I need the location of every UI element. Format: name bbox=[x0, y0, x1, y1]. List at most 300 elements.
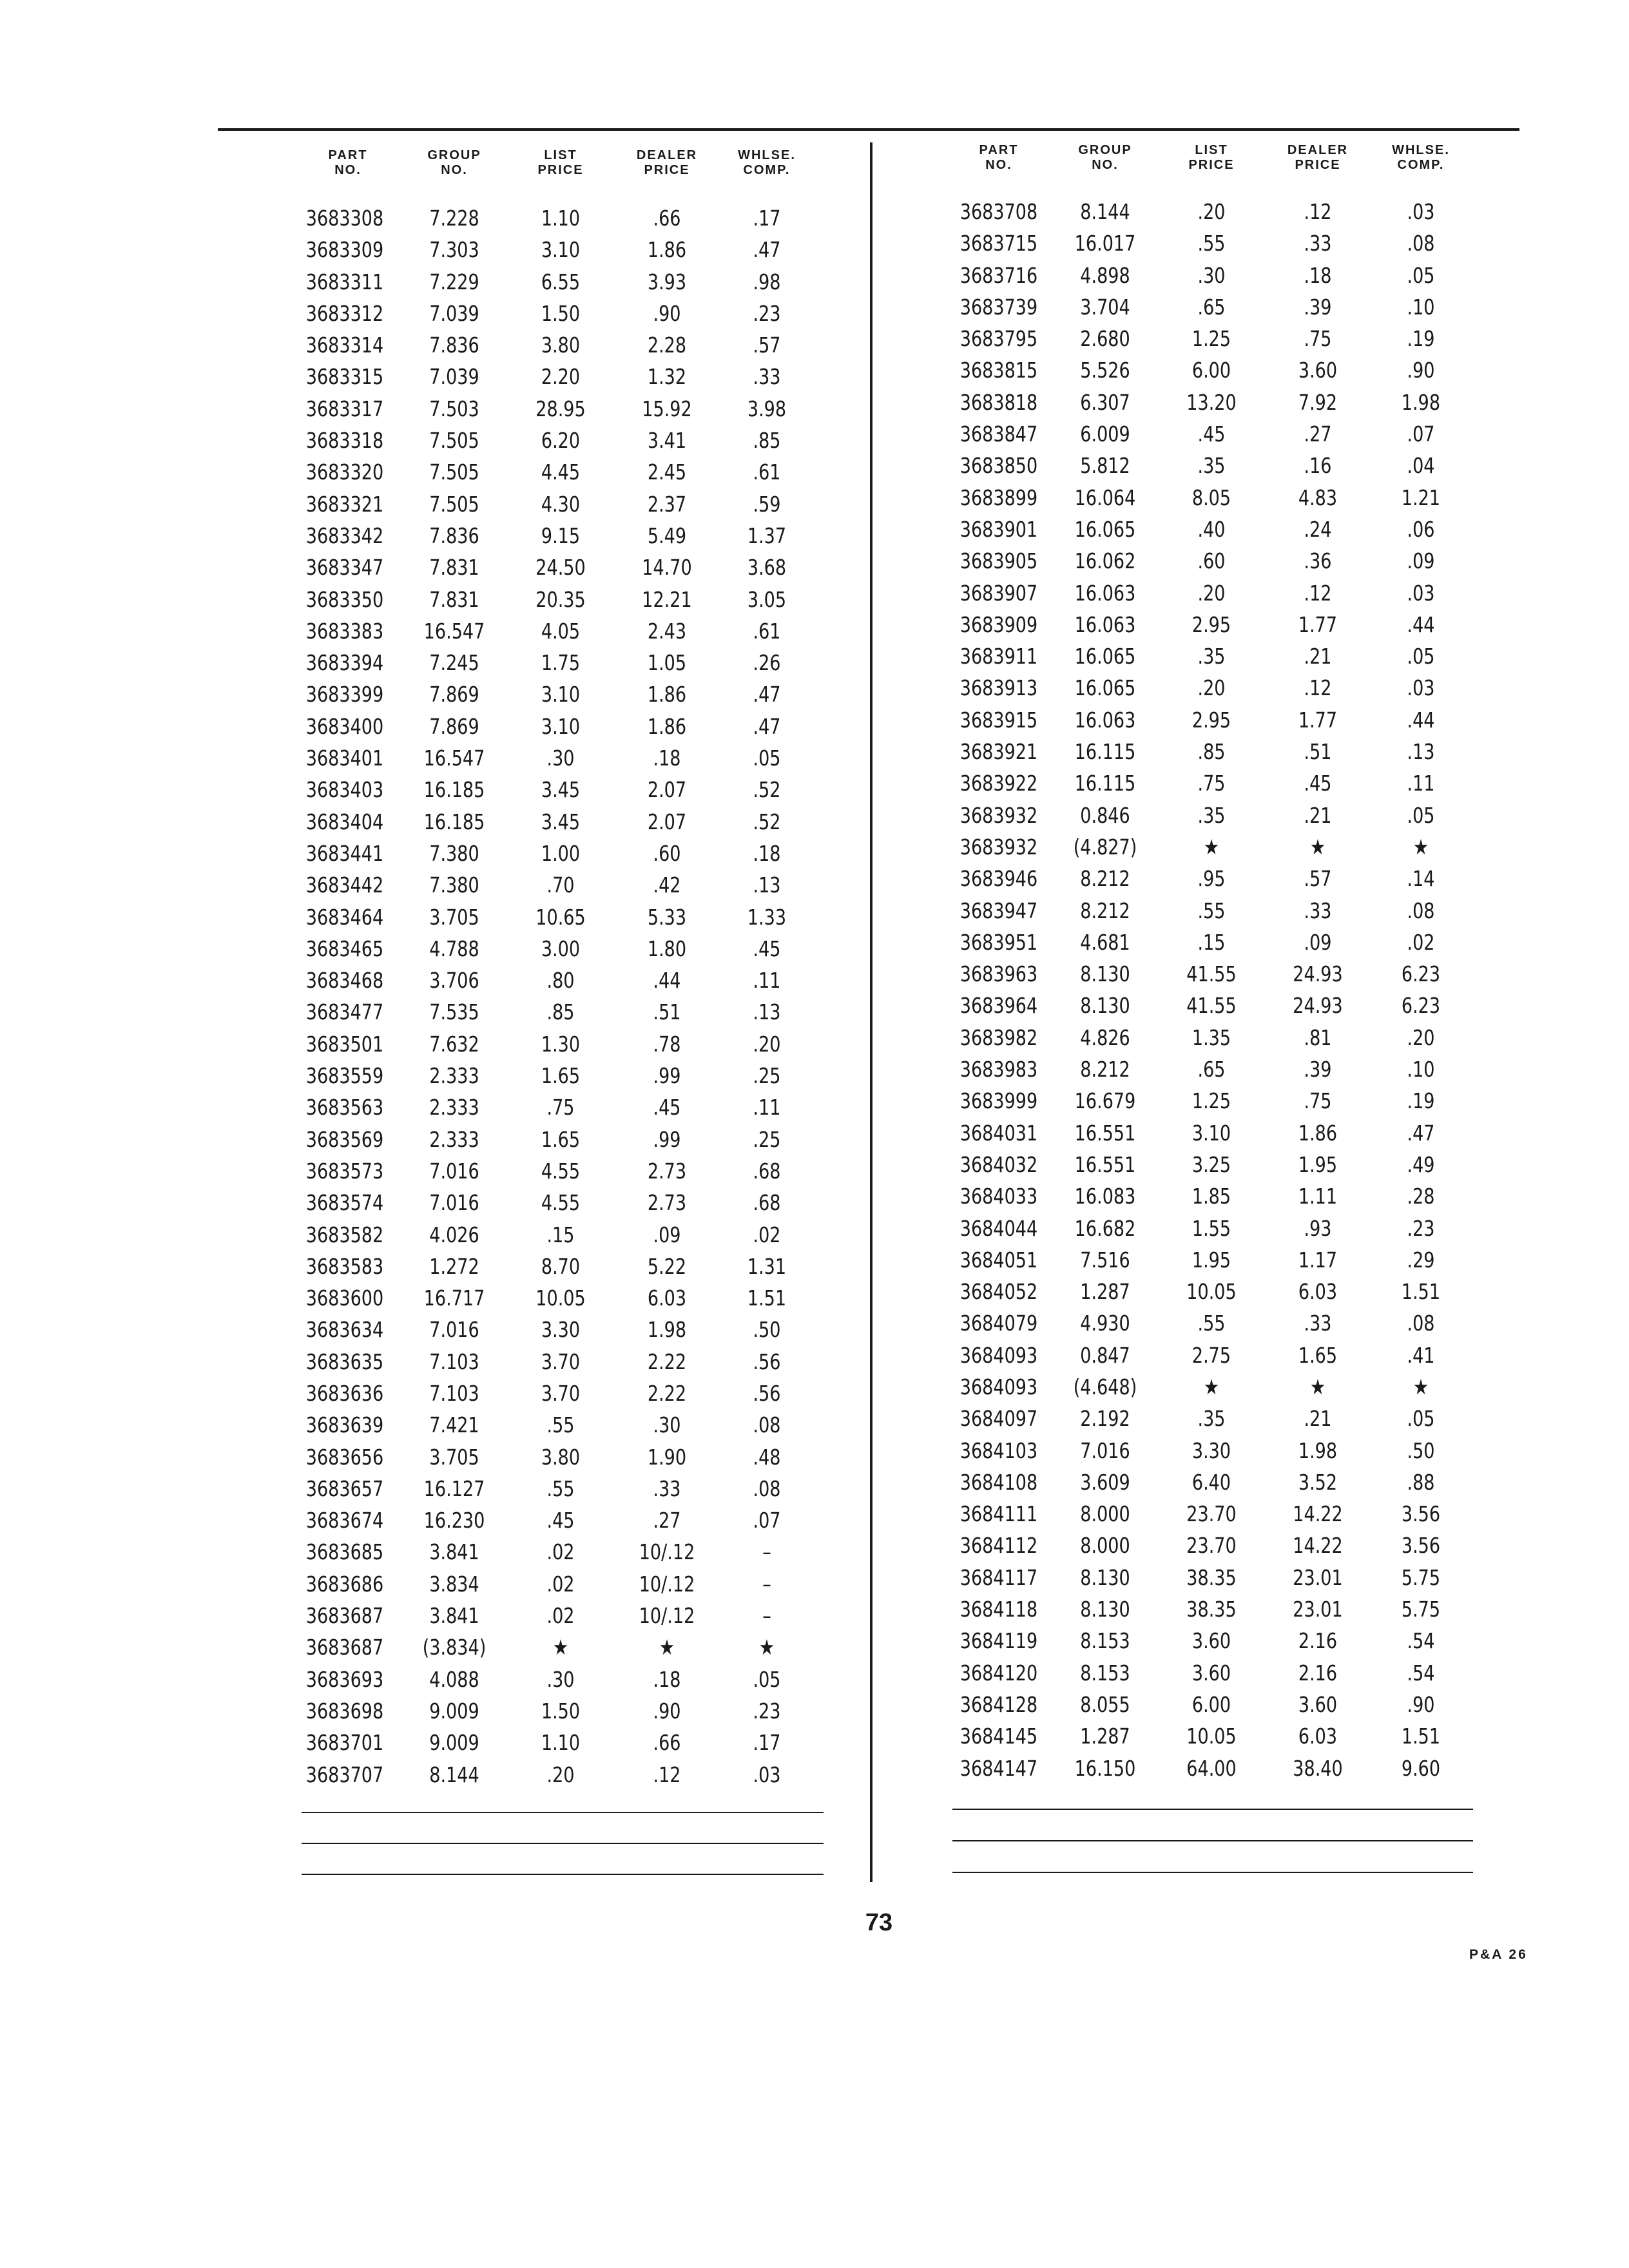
list-price-cell: .60 bbox=[1197, 548, 1226, 574]
table-row bbox=[934, 863, 1476, 894]
table-row bbox=[284, 1568, 831, 1600]
dealer-price-cell: 2.07 bbox=[647, 777, 687, 803]
whlse-comp-cell: .05 bbox=[1407, 802, 1435, 828]
group-no-cell: 7.869 bbox=[429, 682, 479, 707]
dealer-price-cell: 1.86 bbox=[647, 713, 687, 739]
table-row bbox=[284, 1282, 831, 1314]
group-no-cell: 8.153 bbox=[1080, 1628, 1130, 1654]
whlse-comp-cell: 1.31 bbox=[747, 1253, 787, 1279]
dealer-price-cell: ★ bbox=[1309, 834, 1326, 860]
part-no-cell: 3684093 bbox=[959, 1342, 1038, 1368]
table-row bbox=[284, 774, 831, 805]
list-price-cell: .20 bbox=[546, 1762, 575, 1787]
list-price-cell: .55 bbox=[1197, 231, 1226, 256]
dealer-price-cell: 3.41 bbox=[647, 428, 687, 454]
dealer-price-cell: 2.73 bbox=[647, 1158, 687, 1184]
table-row bbox=[934, 1403, 1476, 1434]
table-row bbox=[284, 552, 831, 583]
table-row bbox=[934, 1340, 1476, 1371]
table-row bbox=[934, 1244, 1476, 1276]
list-price-cell: .35 bbox=[1197, 1406, 1226, 1432]
whlse-comp-cell: .08 bbox=[1407, 1311, 1435, 1336]
group-no-cell: 8.130 bbox=[1080, 961, 1130, 987]
dealer-price-cell: 15.92 bbox=[642, 396, 692, 421]
group-no-cell: 4.826 bbox=[1080, 1024, 1130, 1050]
part-no-cell: 3683905 bbox=[959, 548, 1038, 574]
whlse-comp-cell: .13 bbox=[753, 872, 781, 898]
part-no-cell: 3683911 bbox=[959, 644, 1038, 669]
whlse-comp-cell: .23 bbox=[1407, 1215, 1435, 1241]
whlse-comp-cell: .05 bbox=[1407, 262, 1435, 288]
part-no-cell: 3683687 bbox=[305, 1603, 384, 1629]
list-price-cell: 3.25 bbox=[1191, 1151, 1231, 1177]
table-row bbox=[284, 234, 831, 265]
whlse-comp-cell: .25 bbox=[753, 1126, 781, 1152]
dealer-price-cell: .81 bbox=[1304, 1024, 1332, 1050]
whlse-comp-cell: .10 bbox=[1407, 294, 1435, 320]
whlse-comp-cell: .52 bbox=[753, 777, 781, 803]
dealer-price-cell: .66 bbox=[653, 206, 681, 231]
group-no-cell: 8.212 bbox=[1080, 866, 1130, 892]
list-price-cell: 1.95 bbox=[1191, 1247, 1231, 1273]
whlse-comp-cell: .08 bbox=[1407, 898, 1435, 923]
whlse-comp-cell: .50 bbox=[1407, 1437, 1435, 1463]
part-no-cell: 3683321 bbox=[305, 491, 384, 517]
part-no-cell: 3683818 bbox=[959, 389, 1038, 415]
whlse-comp-cell: .11 bbox=[1407, 771, 1435, 796]
list-price-cell: .85 bbox=[546, 999, 575, 1025]
part-no-cell: 3684033 bbox=[959, 1184, 1038, 1209]
part-no-cell: 3683573 bbox=[305, 1158, 384, 1184]
whlse-comp-cell: .90 bbox=[1407, 1691, 1435, 1717]
dealer-price-cell: .27 bbox=[653, 1508, 681, 1533]
group-no-cell: 8.130 bbox=[1080, 1597, 1130, 1622]
table-row bbox=[934, 1307, 1476, 1339]
whlse-comp-cell: .44 bbox=[1407, 707, 1435, 733]
table-row bbox=[284, 742, 831, 774]
list-price-cell: .02 bbox=[546, 1571, 575, 1597]
whlse-comp-cell: .03 bbox=[1407, 580, 1435, 606]
list-price-cell: 6.00 bbox=[1191, 358, 1231, 383]
list-price-cell: .75 bbox=[546, 1095, 575, 1120]
group-no-cell: 16.063 bbox=[1074, 707, 1136, 733]
whlse-comp-cell: – bbox=[762, 1539, 771, 1565]
dealer-price-cell: 14.22 bbox=[1293, 1501, 1343, 1527]
dealer-price-cell: 3.60 bbox=[1298, 1691, 1338, 1717]
part-no-cell: 3683715 bbox=[959, 231, 1038, 256]
part-no-cell: 3683915 bbox=[959, 707, 1038, 733]
dealer-price-cell: 1.86 bbox=[647, 237, 687, 263]
list-price-cell: 3.10 bbox=[541, 237, 581, 263]
group-no-cell: 16.065 bbox=[1074, 516, 1136, 542]
part-no-cell: 3683634 bbox=[305, 1317, 384, 1343]
whlse-comp-cell: 3.56 bbox=[1401, 1533, 1441, 1559]
dealer-price-cell: 6.03 bbox=[1298, 1724, 1338, 1749]
part-no-cell: 3683922 bbox=[959, 771, 1038, 796]
table-row bbox=[284, 869, 831, 901]
dealer-price-cell: 24.93 bbox=[1293, 961, 1343, 987]
whlse-comp-cell: .57 bbox=[753, 332, 781, 358]
group-no-cell: 3.705 bbox=[429, 1444, 479, 1470]
table-row bbox=[934, 514, 1476, 545]
part-no-cell: 3683600 bbox=[305, 1285, 384, 1311]
list-price-cell: 23.70 bbox=[1186, 1501, 1237, 1527]
table-row bbox=[284, 1600, 831, 1631]
dealer-price-cell: 1.11 bbox=[1298, 1184, 1338, 1209]
group-no-cell: 16.230 bbox=[423, 1508, 485, 1533]
whlse-comp-cell: .13 bbox=[1407, 739, 1435, 765]
group-no-cell: 16.679 bbox=[1074, 1088, 1136, 1114]
whlse-comp-cell: .56 bbox=[753, 1380, 781, 1406]
part-no-cell: 3683441 bbox=[305, 840, 384, 866]
whlse-comp-cell: .61 bbox=[753, 618, 781, 644]
right-price-table bbox=[934, 143, 1476, 1784]
part-no-cell: 3684097 bbox=[959, 1406, 1038, 1432]
header-part-no: PART NO. bbox=[328, 148, 368, 177]
list-price-cell: 6.00 bbox=[1191, 1691, 1231, 1717]
list-price-cell: 8.70 bbox=[541, 1253, 581, 1279]
group-no-cell: 8.144 bbox=[1080, 199, 1130, 224]
group-no-cell: 2.192 bbox=[1080, 1406, 1130, 1432]
part-no-cell: 3683913 bbox=[959, 675, 1038, 701]
group-no-cell: 8.000 bbox=[1080, 1501, 1130, 1527]
header-dealer-price: DEALER PRICE bbox=[1287, 143, 1349, 172]
list-price-cell: 2.75 bbox=[1191, 1342, 1231, 1368]
whlse-comp-cell: .11 bbox=[753, 1095, 781, 1120]
table-row bbox=[934, 1530, 1476, 1561]
part-no-cell: 3683311 bbox=[305, 269, 384, 294]
header-group-no: GROUP NO. bbox=[1078, 143, 1132, 172]
list-price-cell: 64.00 bbox=[1186, 1755, 1237, 1781]
dealer-price-cell: .90 bbox=[653, 300, 681, 326]
whlse-comp-cell: .03 bbox=[1407, 199, 1435, 224]
list-price-cell: 1.85 bbox=[1191, 1184, 1231, 1209]
whlse-comp-cell: .47 bbox=[753, 682, 781, 707]
table-row bbox=[934, 990, 1476, 1021]
dealer-price-cell: 7.92 bbox=[1298, 389, 1338, 415]
table-row bbox=[284, 520, 831, 552]
group-no-cell: 16.063 bbox=[1074, 580, 1136, 606]
group-no-cell: 16.062 bbox=[1074, 548, 1136, 574]
list-price-cell: 3.45 bbox=[541, 809, 581, 834]
list-price-cell: .65 bbox=[1197, 1057, 1226, 1082]
list-price-cell: .95 bbox=[1197, 866, 1226, 892]
part-no-cell: 3683342 bbox=[305, 523, 384, 548]
table-row bbox=[934, 545, 1476, 577]
dealer-price-cell: .12 bbox=[1304, 199, 1332, 224]
part-no-cell: 3684128 bbox=[959, 1691, 1038, 1717]
table-row bbox=[284, 1759, 831, 1791]
blank-entry-line bbox=[952, 1872, 1473, 1873]
group-no-cell: 7.039 bbox=[429, 300, 479, 326]
dealer-price-cell: .21 bbox=[1304, 1406, 1332, 1432]
dealer-price-cell: ★ bbox=[659, 1635, 675, 1660]
list-price-cell: .45 bbox=[1197, 421, 1226, 447]
part-no-cell: 3683477 bbox=[305, 999, 384, 1025]
part-no-cell: 3684111 bbox=[959, 1501, 1038, 1527]
dealer-price-cell: .12 bbox=[653, 1762, 681, 1787]
table-row bbox=[934, 958, 1476, 990]
list-price-cell: 6.40 bbox=[1191, 1469, 1231, 1495]
table-row bbox=[284, 933, 831, 965]
whlse-comp-cell: 1.51 bbox=[747, 1285, 787, 1311]
table-row bbox=[934, 387, 1476, 418]
dealer-price-cell: .27 bbox=[1304, 421, 1332, 447]
group-no-cell: 8.212 bbox=[1080, 1057, 1130, 1082]
table-row bbox=[934, 927, 1476, 958]
group-no-cell: 3.841 bbox=[429, 1603, 479, 1629]
group-no-cell: 2.680 bbox=[1080, 326, 1130, 352]
whlse-comp-cell: .47 bbox=[1407, 1120, 1435, 1146]
part-no-cell: 3683687 bbox=[305, 1635, 384, 1660]
dealer-price-cell: .99 bbox=[653, 1063, 681, 1089]
dealer-price-cell: 1.98 bbox=[647, 1317, 687, 1343]
part-no-cell: 3683501 bbox=[305, 1031, 384, 1057]
list-price-cell: 41.55 bbox=[1186, 993, 1237, 1019]
dealer-price-cell: 2.22 bbox=[647, 1349, 687, 1374]
group-no-cell: 3.706 bbox=[429, 968, 479, 994]
part-no-cell: 3684119 bbox=[959, 1628, 1038, 1654]
blank-entry-line bbox=[952, 1840, 1473, 1841]
dealer-price-cell: .51 bbox=[1304, 739, 1332, 765]
dealer-price-cell: 1.17 bbox=[1298, 1247, 1338, 1273]
whlse-comp-cell: .08 bbox=[753, 1412, 781, 1438]
whlse-comp-cell: .04 bbox=[1407, 453, 1435, 479]
table-row bbox=[934, 1213, 1476, 1244]
dealer-price-cell: .39 bbox=[1304, 1057, 1332, 1082]
table-row bbox=[284, 456, 831, 488]
table-row bbox=[284, 1378, 831, 1409]
group-no-cell: 3.704 bbox=[1080, 294, 1130, 320]
list-price-cell: 2.95 bbox=[1191, 707, 1231, 733]
group-no-cell: 1.287 bbox=[1080, 1279, 1130, 1305]
group-no-cell: 2.333 bbox=[429, 1126, 479, 1152]
whlse-comp-cell: 3.05 bbox=[747, 586, 787, 612]
table-row bbox=[934, 1657, 1476, 1689]
group-no-cell: 16.064 bbox=[1074, 485, 1136, 510]
list-price-cell: .40 bbox=[1197, 516, 1226, 542]
dealer-price-cell: 23.01 bbox=[1293, 1564, 1343, 1590]
dealer-price-cell: .18 bbox=[1304, 262, 1332, 288]
dealer-price-cell: .09 bbox=[653, 1222, 681, 1247]
dealer-price-cell: 2.45 bbox=[647, 459, 687, 485]
list-price-cell: 28.95 bbox=[535, 396, 586, 421]
table-row bbox=[284, 266, 831, 298]
group-no-cell: 8.130 bbox=[1080, 1564, 1130, 1590]
list-price-cell: 3.45 bbox=[541, 777, 581, 803]
group-no-cell: 7.836 bbox=[429, 332, 479, 358]
list-price-cell: 3.70 bbox=[541, 1349, 581, 1374]
dealer-price-cell: .21 bbox=[1304, 644, 1332, 669]
group-no-cell: 8.144 bbox=[429, 1762, 479, 1787]
dealer-price-cell: .33 bbox=[653, 1475, 681, 1501]
list-price-cell: 38.35 bbox=[1186, 1564, 1237, 1590]
part-no-cell: 3683464 bbox=[305, 904, 384, 930]
whlse-comp-cell: 1.33 bbox=[747, 904, 787, 930]
table-row bbox=[934, 418, 1476, 450]
dealer-price-cell: 12.21 bbox=[642, 586, 692, 612]
whlse-comp-cell: .54 bbox=[1407, 1660, 1435, 1686]
group-no-cell: 7.516 bbox=[1080, 1247, 1130, 1273]
blank-entry-line bbox=[952, 1809, 1473, 1810]
part-no-cell: 3683583 bbox=[305, 1253, 384, 1279]
group-no-cell: 0.846 bbox=[1080, 802, 1130, 828]
group-no-cell: 16.017 bbox=[1074, 231, 1136, 256]
whlse-comp-cell: .02 bbox=[753, 1222, 781, 1247]
list-price-cell: 1.50 bbox=[541, 1698, 581, 1724]
group-no-cell: 7.016 bbox=[1080, 1437, 1130, 1463]
whlse-comp-cell: .59 bbox=[753, 491, 781, 517]
list-price-cell: .55 bbox=[546, 1412, 575, 1438]
group-no-cell: (4.648) bbox=[1073, 1374, 1137, 1399]
list-price-cell: 13.20 bbox=[1186, 389, 1237, 415]
list-price-cell: 4.55 bbox=[541, 1190, 581, 1216]
list-price-cell: 38.35 bbox=[1186, 1597, 1237, 1622]
group-no-cell: 7.831 bbox=[429, 555, 479, 581]
dealer-price-cell: .60 bbox=[653, 840, 681, 866]
group-no-cell: 4.788 bbox=[429, 936, 479, 961]
table-row bbox=[934, 1466, 1476, 1498]
group-no-cell: 7.103 bbox=[429, 1349, 479, 1374]
dealer-price-cell: .57 bbox=[1304, 866, 1332, 892]
part-no-cell: 3683315 bbox=[305, 364, 384, 390]
whlse-comp-cell: .19 bbox=[1407, 326, 1435, 352]
list-price-cell: .20 bbox=[1197, 199, 1226, 224]
part-no-cell: 3683707 bbox=[305, 1762, 384, 1787]
list-price-cell: .55 bbox=[546, 1475, 575, 1501]
part-no-cell: 3683983 bbox=[959, 1057, 1038, 1082]
table-row bbox=[934, 1689, 1476, 1720]
table-row bbox=[934, 1276, 1476, 1307]
group-no-cell: 7.039 bbox=[429, 364, 479, 390]
table-row bbox=[934, 831, 1476, 863]
right-table-body bbox=[934, 196, 1476, 1784]
group-no-cell: 7.632 bbox=[429, 1031, 479, 1057]
dealer-price-cell: 1.80 bbox=[647, 936, 687, 961]
part-no-cell: 3683909 bbox=[959, 611, 1038, 637]
whlse-comp-cell: .07 bbox=[753, 1508, 781, 1533]
group-no-cell: 16.547 bbox=[423, 618, 485, 644]
group-no-cell: 7.016 bbox=[429, 1190, 479, 1216]
table-row bbox=[934, 196, 1476, 227]
group-no-cell: 4.898 bbox=[1080, 262, 1130, 288]
table-row bbox=[284, 329, 831, 361]
part-no-cell: 3683657 bbox=[305, 1475, 384, 1501]
part-no-cell: 3683404 bbox=[305, 809, 384, 834]
list-price-cell: .02 bbox=[546, 1539, 575, 1565]
list-price-cell: 24.50 bbox=[535, 555, 586, 581]
dealer-price-cell: .90 bbox=[653, 1698, 681, 1724]
whlse-comp-cell: .88 bbox=[1407, 1469, 1435, 1495]
whlse-comp-cell: .47 bbox=[753, 237, 781, 263]
list-price-cell: .55 bbox=[1197, 898, 1226, 923]
table-row bbox=[284, 838, 831, 869]
whlse-comp-cell: .17 bbox=[753, 1730, 781, 1756]
part-no-cell: 3683582 bbox=[305, 1222, 384, 1247]
list-price-cell: .85 bbox=[1197, 739, 1226, 765]
whlse-comp-cell: .90 bbox=[1407, 358, 1435, 383]
table-row bbox=[934, 640, 1476, 672]
group-no-cell: 7.503 bbox=[429, 396, 479, 421]
table-row bbox=[284, 1441, 831, 1473]
group-no-cell: 7.421 bbox=[429, 1412, 479, 1438]
list-price-cell: .75 bbox=[1197, 771, 1226, 796]
whlse-comp-cell: .14 bbox=[1407, 866, 1435, 892]
whlse-comp-cell: .20 bbox=[753, 1031, 781, 1057]
whlse-comp-cell: 1.98 bbox=[1401, 389, 1441, 415]
dealer-price-cell: 1.86 bbox=[1298, 1120, 1338, 1146]
group-no-cell: 16.717 bbox=[423, 1285, 485, 1311]
table-row bbox=[284, 1727, 831, 1758]
table-row bbox=[284, 1091, 831, 1123]
group-no-cell: 3.609 bbox=[1080, 1469, 1130, 1495]
dealer-price-cell: .12 bbox=[1304, 675, 1332, 701]
whlse-comp-cell: ★ bbox=[1412, 1374, 1429, 1399]
list-price-cell: 3.30 bbox=[541, 1317, 581, 1343]
dealer-price-cell: 10/.12 bbox=[639, 1603, 695, 1629]
group-no-cell: 7.016 bbox=[429, 1317, 479, 1343]
table-row bbox=[284, 1155, 831, 1187]
list-price-cell: 3.30 bbox=[1191, 1437, 1231, 1463]
list-price-cell: 3.10 bbox=[541, 713, 581, 739]
whlse-comp-cell: .52 bbox=[753, 809, 781, 834]
whlse-comp-cell: .03 bbox=[1407, 675, 1435, 701]
dealer-price-cell: .45 bbox=[653, 1095, 681, 1120]
dealer-price-cell: .51 bbox=[653, 999, 681, 1025]
list-price-cell: 10.65 bbox=[535, 904, 586, 930]
group-no-cell: 7.303 bbox=[429, 237, 479, 263]
part-no-cell: 3683963 bbox=[959, 961, 1038, 987]
list-price-cell: 4.30 bbox=[541, 491, 581, 517]
dealer-price-cell: .18 bbox=[653, 1666, 681, 1692]
part-no-cell: 3683318 bbox=[305, 428, 384, 454]
dealer-price-cell: 2.16 bbox=[1298, 1660, 1338, 1686]
whlse-comp-cell: 6.23 bbox=[1401, 961, 1441, 987]
part-no-cell: 3683347 bbox=[305, 555, 384, 581]
whlse-comp-cell: .85 bbox=[753, 428, 781, 454]
group-no-cell: 7.016 bbox=[429, 1158, 479, 1184]
table-row bbox=[934, 1053, 1476, 1085]
part-no-cell: 3683999 bbox=[959, 1088, 1038, 1114]
table-row bbox=[284, 1346, 831, 1378]
dealer-price-cell: 1.77 bbox=[1298, 707, 1338, 733]
table-row bbox=[284, 901, 831, 933]
part-no-cell: 3683312 bbox=[305, 300, 384, 326]
list-price-cell: 1.25 bbox=[1191, 1088, 1231, 1114]
group-no-cell: 3.705 bbox=[429, 904, 479, 930]
list-price-cell: 6.55 bbox=[541, 269, 581, 294]
dealer-price-cell: 5.49 bbox=[647, 523, 687, 548]
part-no-cell: 3683899 bbox=[959, 485, 1038, 510]
whlse-comp-cell: .68 bbox=[753, 1158, 781, 1184]
group-no-cell: 5.812 bbox=[1080, 453, 1130, 479]
dealer-price-cell: .44 bbox=[653, 968, 681, 994]
whlse-comp-cell: ★ bbox=[758, 1635, 775, 1660]
table-row bbox=[934, 767, 1476, 799]
whlse-comp-cell: .41 bbox=[1407, 1342, 1435, 1368]
whlse-comp-cell: .05 bbox=[753, 745, 781, 771]
dealer-price-cell: 1.65 bbox=[1298, 1342, 1338, 1368]
list-price-cell: .15 bbox=[1197, 929, 1226, 955]
dealer-price-cell: 10/.12 bbox=[639, 1571, 695, 1597]
table-row bbox=[284, 202, 831, 234]
part-no-cell: 3684145 bbox=[959, 1724, 1038, 1749]
group-no-cell: 7.505 bbox=[429, 459, 479, 485]
list-price-cell: .65 bbox=[1197, 294, 1226, 320]
header-whlse-comp: WHLSE. COMP. bbox=[738, 148, 796, 177]
group-no-cell: 3.841 bbox=[429, 1539, 479, 1565]
table-row bbox=[284, 361, 831, 392]
